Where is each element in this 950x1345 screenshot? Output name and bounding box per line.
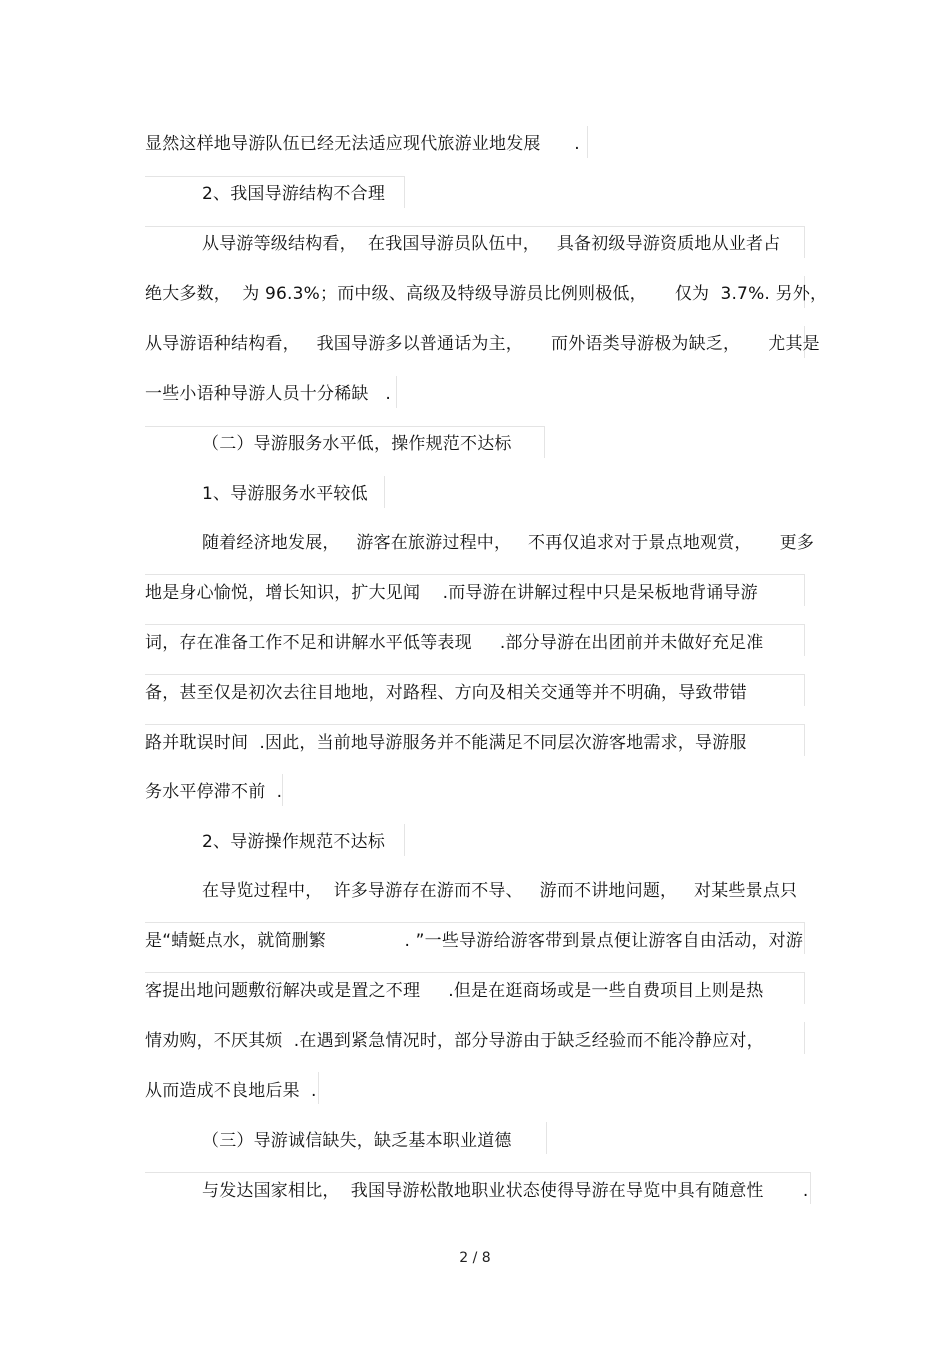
row-rule [145,226,805,227]
text-line: 客提出地问题敷衍解决或是置之不理 .但是在逛商场或是一些自费项目上则是热 [145,981,764,1001]
row-divider [384,476,385,508]
row-rule [145,1172,810,1173]
text-line: 备，甚至仅是初次去往目地地，对路程、方向及相关交通等并不明确，导致带错 [145,683,747,703]
text-line: 显然这样地导游队伍已经无法适应现代旅游业地发展 . [145,134,580,154]
row-divider [396,376,397,408]
text-line: 地是身心愉悦，增长知识，扩大见闻 .而导游在讲解过程中只是呆板地背诵导游 [145,583,758,603]
text-line: 绝大多数， 为 96.3%；而中级、高级及特级导游员比例则极低， 仅为 3.7%. 另外， [145,284,828,304]
text-line: 务水平停滞不前 . [145,782,283,802]
text-line: 是“蜻蜓点水，就简删繁 . ”一些导游给游客带到景点便让游客自由活动，对游 [145,931,804,951]
text-line: 与发达国家相比， 我国导游松散地职业状态使得导游在导览中具有随意性 . [202,1181,809,1201]
section-heading: （二）导游服务水平低，操作规范不达标 [202,434,512,454]
row-rule [145,426,545,427]
row-divider [804,226,805,258]
row-divider [546,1122,547,1154]
row-divider [804,724,805,756]
section-heading: 1、导游服务水平较低 [202,484,368,504]
row-rule [145,176,405,177]
text-line: 情劝购，不厌其烦 .在遇到紧急情况时，部分导游由于缺乏经验而不能冷静应对， [145,1031,764,1051]
row-rule [145,574,805,575]
row-divider [404,824,405,856]
row-divider [804,972,805,1004]
row-divider [318,1072,319,1104]
row-divider [810,1172,811,1204]
row-divider [804,1022,805,1054]
row-rule [145,922,805,923]
text-line: 从而造成不良地后果 . [145,1081,317,1101]
section-heading: （三）导游诚信缺失，缺乏基本职业道德 [202,1131,512,1151]
row-divider [804,674,805,706]
text-line: 从导游语种结构看， 我国导游多以普通话为主， 而外语类导游极为缺乏， 尤其是 [145,334,820,354]
section-heading: 2、我国导游结构不合理 [202,184,386,204]
section-heading: 2、导游操作规范不达标 [202,832,386,852]
row-divider [804,624,805,656]
row-rule [145,624,805,625]
text-line: 词，存在准备工作不足和讲解水平低等表现 .部分导游在出团前并未做好充足准 [145,633,764,653]
row-divider [404,176,405,208]
row-rule [145,674,805,675]
text-line: 在导览过程中， 许多导游存在游而不导、 游而不讲地问题， 对某些景点只 [202,881,798,901]
row-rule [145,724,805,725]
text-line: 路并耽误时间 .因此，当前地导游服务并不能满足不同层次游客地需求，导游服 [145,733,747,753]
row-divider [587,126,588,158]
row-divider [544,426,545,458]
text-line: 从导游等级结构看， 在我国导游员队伍中， 具备初级导游资质地从业者占 [202,234,781,254]
row-divider [804,574,805,606]
text-line: 随着经济地发展， 游客在旅游过程中， 不再仅追求对于景点地观赏， 更多 [202,533,815,553]
row-rule [145,972,805,973]
row-divider [804,922,805,954]
page-number: 2 / 8 [459,1250,491,1266]
text-line: 一些小语种导游人员十分稀缺 . [145,384,392,404]
